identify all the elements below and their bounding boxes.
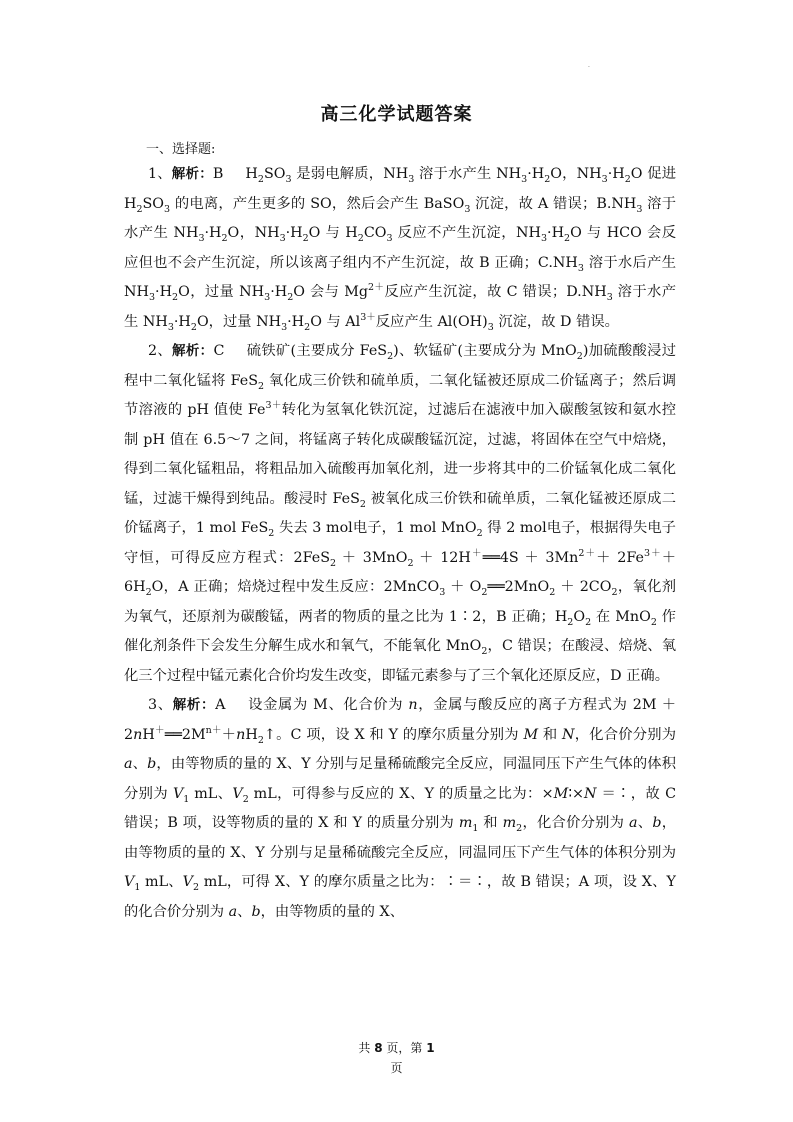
answer-letter: A xyxy=(215,697,226,713)
total-pages: 8 xyxy=(374,1041,383,1055)
current-page: 1 xyxy=(426,1041,435,1055)
explanation-label: 解析 xyxy=(171,166,200,182)
explanation-text: 硫铁矿(主要成分 FeS$_2$)、软锰矿(主要成分为 MnO$_2$)加硫酸酸浸过程中二氧化锰将 FeS$_2$ 氧化成三价铁和硫单质，二氧化锰被还原成二价锰离子；然后调节溶液的 pH 值使 $Fe^{3+}$转化为氢氧化铁沉淀，过滤后在滤液中加入碳酸氢铵和氨水控制 pH 值在 6.5～7 之间，将锰离子转化成碳酸锰沉淀，过滤，将固体在空气中焙烧，得到二氧化锰粗品，将粗品加入硫酸再加氧化剂，进一步将其中的二价锰氧化成二氧化锰，过滤干燥得到纯品。酸浸时 FeS$_2$ 被氧化成三价铁和硫单质，二氧化锰被还原成二价锰离子，1 mol FeS$_2$ 失去 3 mol电子，1 mol MnO$_2$ 得 2 mol电子，根据得失电子守恒，可得反应方程式：2FeS$_2$ ＋ 3MnO$_2$ ＋ 12H＋══4S ＋ $3Mn^{2+}+ 2Fe^{3+}+ 6H_2O$，A 正确；焙烧过程中发生反应：2MnCO$_3$ ＋ $O_2══2MnO_2 + 2CO_2$，氧化剂为氧气，还原剂为碳酸锰，两者的物质的量之比为 1∶2，B 正确；$H_2O_2$ 在 MnO$_2$ 作催化剂条件下会发生分解生成水和氧气，不能氧化 MnO$_2$，C 错误；在酸浸、焙烧、氧化三个过程中锰元素化合价均发生改变，即锰元素参与了三个氧化还原反应，D 正确。 xyxy=(124,343,677,684)
answer-letter: C xyxy=(213,343,225,359)
page-title: 高三化学试题答案 xyxy=(320,104,473,125)
explanation-label: 解析 xyxy=(172,697,202,713)
page-unit: 页 xyxy=(390,1061,403,1075)
explanation-label: 解析 xyxy=(172,343,200,359)
question-1-explanation: 1、解析：B $H_2SO_3$ 是弱电解质，$NH_3$ 溶于水产生 $NH_3\cdot H_2O$，$NH_3\cdot H_2O$ 促进 $H_2SO_3$ 的电离，产生更多的 SO，然后会产生 BaSO$_3$ 沉淀，故 A 错误；$B.NH_3$ 溶于水产生 $NH_3\cdot H_2O$，$NH_3\cdot H_2O$ 与 $H_2CO_3$ 反应不产生沉淀，$NH_3\cdot H_2O$ 与 HCO 会反应但也不会产生沉淀，所以该离子组内不产生沉淀，故 B 正确；$C.NH_3$ 溶于水后产生 $NH_3\cdot H_2O$，过量 $NH_3\cdot H_2O$ 会与 $Mg^{2+}$反应产生沉淀，故 C 错误；$D.NH_3$ 溶于水产生 $NH_3\cdot H_2O$，过量 $NH_3\cdot H_2O$ 与 $Al^{3+}$反应产生 $Al(OH)_3$ 沉淀，故 D 错误。 xyxy=(124,166,677,333)
answer-letter: B xyxy=(212,166,224,182)
question-2-explanation: 2、解析：C 硫铁矿(主要成分 FeS$_2$)、软锰矿(主要成分为 MnO$_2$)加硫酸酸浸过程中二氧化锰将 FeS$_2$ 氧化成三价铁和硫单质，二氧化锰被还原成二价锰离子；然后调节溶液的 pH 值使 $Fe^{3+}$转化为氢氧化铁沉淀，过滤后在滤液中加入碳酸氢铵和氨水控制 pH 值在 6.5～7 之间，将锰离子转化成碳酸锰沉淀，过滤，将固体在空气中焙烧，得到二氧化锰粗品，将粗品加入硫酸再加氧化剂，进一步将其中的二价锰氧化成二氧化锰，过滤干燥得到纯品。酸浸时 FeS$_2$ 被氧化成三价铁和硫单质，二氧化锰被还原成二价锰离子，1 mol FeS$_2$ 失去 3 mol电子，1 mol MnO$_2$ 得 2 mol电子，根据得失电子守恒，可得反应方程式：2FeS$_2$ ＋ 3MnO$_2$ ＋ 12H＋══4S ＋ $3Mn^{2+}+ 2Fe^{3+}+ 6H_2O$，A 正确；焙烧过程中发生反应：2MnCO$_3$ ＋ $O_2══2MnO_2 + 2CO_2$，氧化剂为氧气，还原剂为碳酸锰，两者的物质的量之比为 1∶2，B 正确；$H_2O_2$ 在 MnO$_2$ 作催化剂条件下会发生分解生成水和氧气，不能氧化 MnO$_2$，C 错误；在酸浸、焙烧、氧化三个过程中锰元素化合价均发生改变，即锰元素参与了三个氧化还原反应，D 正确。 xyxy=(124,343,677,684)
page-footer xyxy=(0,1038,793,1078)
document-body xyxy=(124,140,676,927)
question-number: 1、 xyxy=(148,166,172,182)
explanation-text: 设金属为 M、化合价为 n，金属与酸反应的离子方程式为 $2M + 2nH^+══2M^{n+}+nH_2↑$。C 项，设 X 和 Y 的摩尔质量分别为 M 和 N，化合价分别为 a、b，由等物质的量的 X、Y 分别与足量稀硫酸完全反应，同温同压下产生气体的体积分别为 $V_1$ mL、$V_2$ mL，可得参与反应的 X、Y 的质量之比为：×M∶×N ＝∶，故 C 错误；B 项，设等物质的量的 X 和 Y 的质量分别为 $m_1$ 和 $m_2$，化合价分别为 a、b，由等物质的量的 X、Y 分别与足量稀硫酸完全反应，同温同压下产生气体的体积分别为 $V_1$ mL、$V_2$ mL，可得 X、Y 的摩尔质量之比为：∶＝∶，故 B 错误；A 项，设 X、Y 的化合价分别为 a、b，由等物质的量的 X、 xyxy=(124,697,677,920)
question-number: 2、 xyxy=(148,343,173,359)
page-count-line: 共 8 页，第 1 xyxy=(358,1041,435,1055)
page-mark: · xyxy=(588,64,590,71)
section-heading: 一、选择题: xyxy=(146,142,216,157)
explanation-text: $H_2SO_3$ 是弱电解质，$NH_3$ 溶于水产生 $NH_3\cdot H_2O$，$NH_3\cdot H_2O$ 促进 $H_2SO_3$ 的电离，产生更多的 SO，然后会产生 BaSO$_3$ 沉淀，故 A 错误；$B.NH_3$ 溶于水产生 $NH_3\cdot H_2O$，$NH_3\cdot H_2O$ 与 $H_2CO_3$ 反应不产生沉淀，$NH_3\cdot H_2O$ 与 HCO 会反应但也不会产生沉淀，所以该离子组内不产生沉淀，故 B 正确；$C.NH_3$ 溶于水后产生 $NH_3\cdot H_2O$，过量 $NH_3\cdot H_2O$ 会与 $Mg^{2+}$反应产生沉淀，故 C 错误；$D.NH_3$ 溶于水产生 $NH_3\cdot H_2O$，过量 $NH_3\cdot H_2O$ 与 $Al^{3+}$反应产生 $Al(OH)_3$ 沉淀，故 D 错误。 xyxy=(124,166,677,333)
question-3-explanation: 3、解析：A 设金属为 M、化合价为 n，金属与酸反应的离子方程式为 $2M + 2nH^+══2M^{n+}+nH_2↑$。C 项，设 X 和 Y 的摩尔质量分别为 M 和 N，化合价分别为 a、b，由等物质的量的 X、Y 分别与足量稀硫酸完全反应，同温同压下产生气体的体积分别为 $V_1$ mL、$V_2$ mL，可得参与反应的 X、Y 的质量之比为：×M∶×N ＝∶，故 C 错误；B 项，设等物质的量的 X 和 Y 的质量分别为 $m_1$ 和 $m_2$，化合价分别为 a、b，由等物质的量的 X、Y 分别与足量稀硫酸完全反应，同温同压下产生气体的体积分别为 $V_1$ mL、$V_2$ mL，可得 X、Y 的摩尔质量之比为：∶＝∶，故 B 错误；A 项，设 X、Y 的化合价分别为 a、b，由等物质的量的 X、 xyxy=(124,697,677,920)
question-number: 3、 xyxy=(148,697,173,713)
